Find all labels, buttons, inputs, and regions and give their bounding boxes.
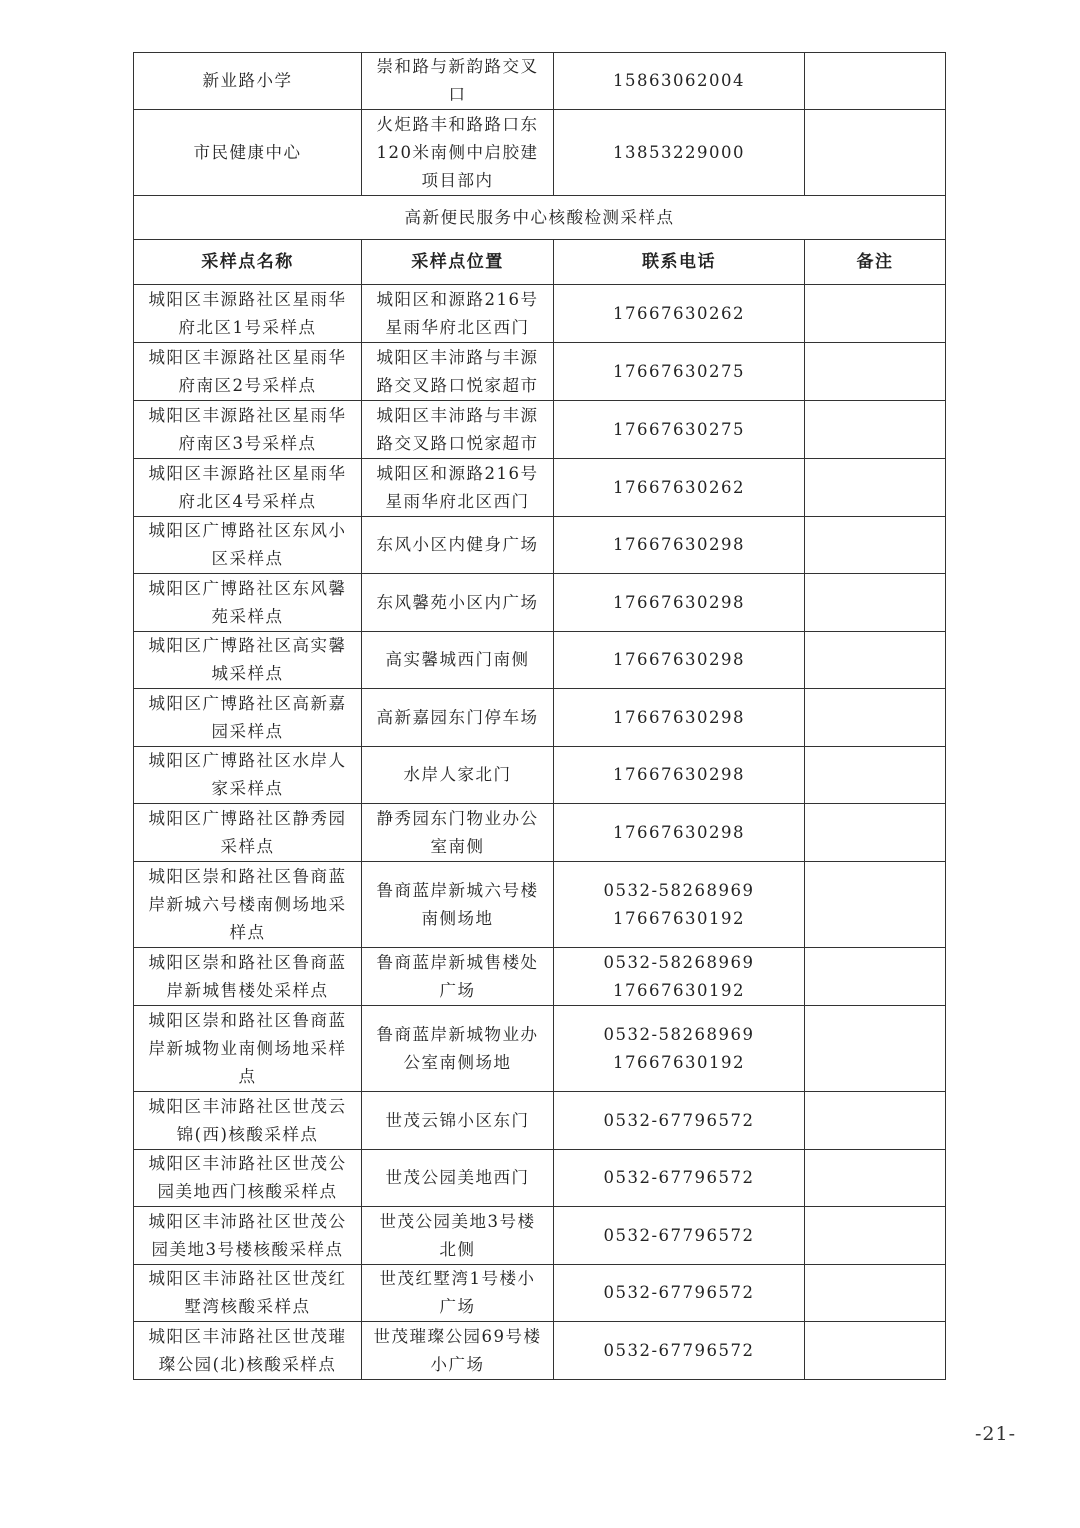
- sampling-sites-table: [133, 52, 946, 1380]
- page-number: -21-: [975, 1423, 1017, 1445]
- site-location: 城阳区丰沛路与丰源路交叉路口悦家超市: [362, 401, 554, 459]
- table-row: [134, 53, 946, 110]
- site-note: [805, 343, 946, 401]
- site-location: 崇和路与新韵路交叉口: [362, 53, 554, 110]
- table-row: [134, 862, 946, 948]
- site-name: 城阳区丰源路社区星雨华府北区1号采样点: [134, 285, 362, 343]
- header-phone: 联系电话: [554, 240, 805, 285]
- site-phone: 17667630298: [554, 689, 805, 747]
- site-note: [805, 862, 946, 948]
- site-location: 高实馨城西门南侧: [362, 632, 554, 689]
- site-name: 城阳区广博路社区东风小区采样点: [134, 517, 362, 574]
- site-name: 城阳区广博路社区高新嘉园采样点: [134, 689, 362, 747]
- site-note: [805, 689, 946, 747]
- site-location: 世茂璀璨公园69号楼小广场: [362, 1322, 554, 1380]
- site-name: 城阳区丰沛路社区世茂公园美地3号楼核酸采样点: [134, 1207, 362, 1265]
- table-row: [134, 1150, 946, 1207]
- site-note: [805, 1092, 946, 1150]
- section-title-row: [134, 196, 946, 240]
- phone-line: 17667630192: [613, 980, 745, 1000]
- site-name: 城阳区广博路社区静秀园采样点: [134, 804, 362, 862]
- site-name: 城阳区广博路社区东风馨苑采样点: [134, 574, 362, 632]
- phone-line: 0532-58268969: [603, 1024, 755, 1044]
- site-note: [805, 110, 946, 196]
- site-phone: 0532-67796572: [554, 1150, 805, 1207]
- site-note: [805, 517, 946, 574]
- site-name: 城阳区广博路社区水岸人家采样点: [134, 747, 362, 804]
- site-note: [805, 285, 946, 343]
- table-row: [134, 632, 946, 689]
- site-location: 世茂云锦小区东门: [362, 1092, 554, 1150]
- header-note: 备注: [805, 240, 946, 285]
- site-phone: 13853229000: [554, 110, 805, 196]
- table-row: [134, 747, 946, 804]
- header-location: 采样点位置: [362, 240, 554, 285]
- site-name: 市民健康中心: [134, 110, 362, 196]
- site-name: 新业路小学: [134, 53, 362, 110]
- site-location: 高新嘉园东门停车场: [362, 689, 554, 747]
- site-name: 城阳区丰沛路社区世茂公园美地西门核酸采样点: [134, 1150, 362, 1207]
- phone-line: 17667630192: [613, 908, 745, 928]
- site-name: 城阳区崇和路社区鲁商蓝岸新城六号楼南侧场地采样点: [134, 862, 362, 948]
- site-phone: [554, 862, 805, 948]
- header-name: 采样点名称: [134, 240, 362, 285]
- site-location: 火炬路丰和路路口东120米南侧中启胶建项目部内: [362, 110, 554, 196]
- site-note: [805, 747, 946, 804]
- site-name: 城阳区丰沛路社区世茂璀璨公园(北)核酸采样点: [134, 1322, 362, 1380]
- site-phone: 17667630298: [554, 804, 805, 862]
- site-location: 静秀园东门物业办公室南侧: [362, 804, 554, 862]
- site-name: 城阳区丰源路社区星雨华府南区2号采样点: [134, 343, 362, 401]
- site-name: 城阳区丰沛路社区世茂红墅湾核酸采样点: [134, 1265, 362, 1322]
- table-row: [134, 285, 946, 343]
- site-name: 城阳区崇和路社区鲁商蓝岸新城物业南侧场地采样点: [134, 1006, 362, 1092]
- table-row: [134, 804, 946, 862]
- site-phone: 17667630262: [554, 285, 805, 343]
- site-phone: 17667630298: [554, 517, 805, 574]
- table-row: [134, 110, 946, 196]
- section-title: 高新便民服务中心核酸检测采样点: [134, 196, 946, 240]
- site-name: 城阳区丰源路社区星雨华府南区3号采样点: [134, 401, 362, 459]
- table-row: [134, 517, 946, 574]
- site-location: 世茂公园美地3号楼北侧: [362, 1207, 554, 1265]
- site-location: 东风馨苑小区内广场: [362, 574, 554, 632]
- site-note: [805, 401, 946, 459]
- table-row: [134, 689, 946, 747]
- site-location: 城阳区和源路216号星雨华府北区西门: [362, 285, 554, 343]
- phone-line: 0532-58268969: [603, 880, 755, 900]
- site-note: [805, 459, 946, 517]
- site-note: [805, 632, 946, 689]
- site-phone: 0532-67796572: [554, 1265, 805, 1322]
- site-location: 东风小区内健身广场: [362, 517, 554, 574]
- site-location: 鲁商蓝岸新城六号楼南侧场地: [362, 862, 554, 948]
- site-name: 城阳区广博路社区高实馨城采样点: [134, 632, 362, 689]
- site-phone: 17667630275: [554, 401, 805, 459]
- site-location: 城阳区和源路216号星雨华府北区西门: [362, 459, 554, 517]
- site-phone: 0532-67796572: [554, 1322, 805, 1380]
- site-note: [805, 574, 946, 632]
- site-phone: 17667630262: [554, 459, 805, 517]
- table-row: [134, 1207, 946, 1265]
- site-location: 鲁商蓝岸新城物业办公室南侧场地: [362, 1006, 554, 1092]
- table-row: [134, 459, 946, 517]
- site-note: [805, 1207, 946, 1265]
- table-row: [134, 1322, 946, 1380]
- table-row: [134, 1092, 946, 1150]
- site-phone: 17667630275: [554, 343, 805, 401]
- site-note: [805, 1322, 946, 1380]
- site-phone: 17667630298: [554, 747, 805, 804]
- site-name: 城阳区崇和路社区鲁商蓝岸新城售楼处采样点: [134, 948, 362, 1006]
- site-note: [805, 1150, 946, 1207]
- site-phone: 0532-67796572: [554, 1207, 805, 1265]
- site-name: 城阳区丰源路社区星雨华府北区4号采样点: [134, 459, 362, 517]
- table-row: [134, 574, 946, 632]
- header-row: [134, 240, 946, 285]
- table-row: [134, 1265, 946, 1322]
- site-phone: 17667630298: [554, 632, 805, 689]
- site-name: 城阳区丰沛路社区世茂云锦(西)核酸采样点: [134, 1092, 362, 1150]
- table-row: [134, 343, 946, 401]
- site-phone: [554, 948, 805, 1006]
- table-row: [134, 948, 946, 1006]
- site-location: 世茂红墅湾1号楼小广场: [362, 1265, 554, 1322]
- site-note: [805, 948, 946, 1006]
- site-note: [805, 53, 946, 110]
- phone-line: 17667630192: [613, 1052, 745, 1072]
- table-row: [134, 401, 946, 459]
- site-phone: [554, 1006, 805, 1092]
- site-phone: 15863062004: [554, 53, 805, 110]
- table-row: [134, 1006, 946, 1092]
- site-note: [805, 804, 946, 862]
- site-location: 鲁商蓝岸新城售楼处广场: [362, 948, 554, 1006]
- site-note: [805, 1265, 946, 1322]
- site-phone: 0532-67796572: [554, 1092, 805, 1150]
- site-location: 城阳区丰沛路与丰源路交叉路口悦家超市: [362, 343, 554, 401]
- site-location: 世茂公园美地西门: [362, 1150, 554, 1207]
- site-note: [805, 1006, 946, 1092]
- site-phone: 17667630298: [554, 574, 805, 632]
- site-location: 水岸人家北门: [362, 747, 554, 804]
- phone-line: 0532-58268969: [603, 952, 755, 972]
